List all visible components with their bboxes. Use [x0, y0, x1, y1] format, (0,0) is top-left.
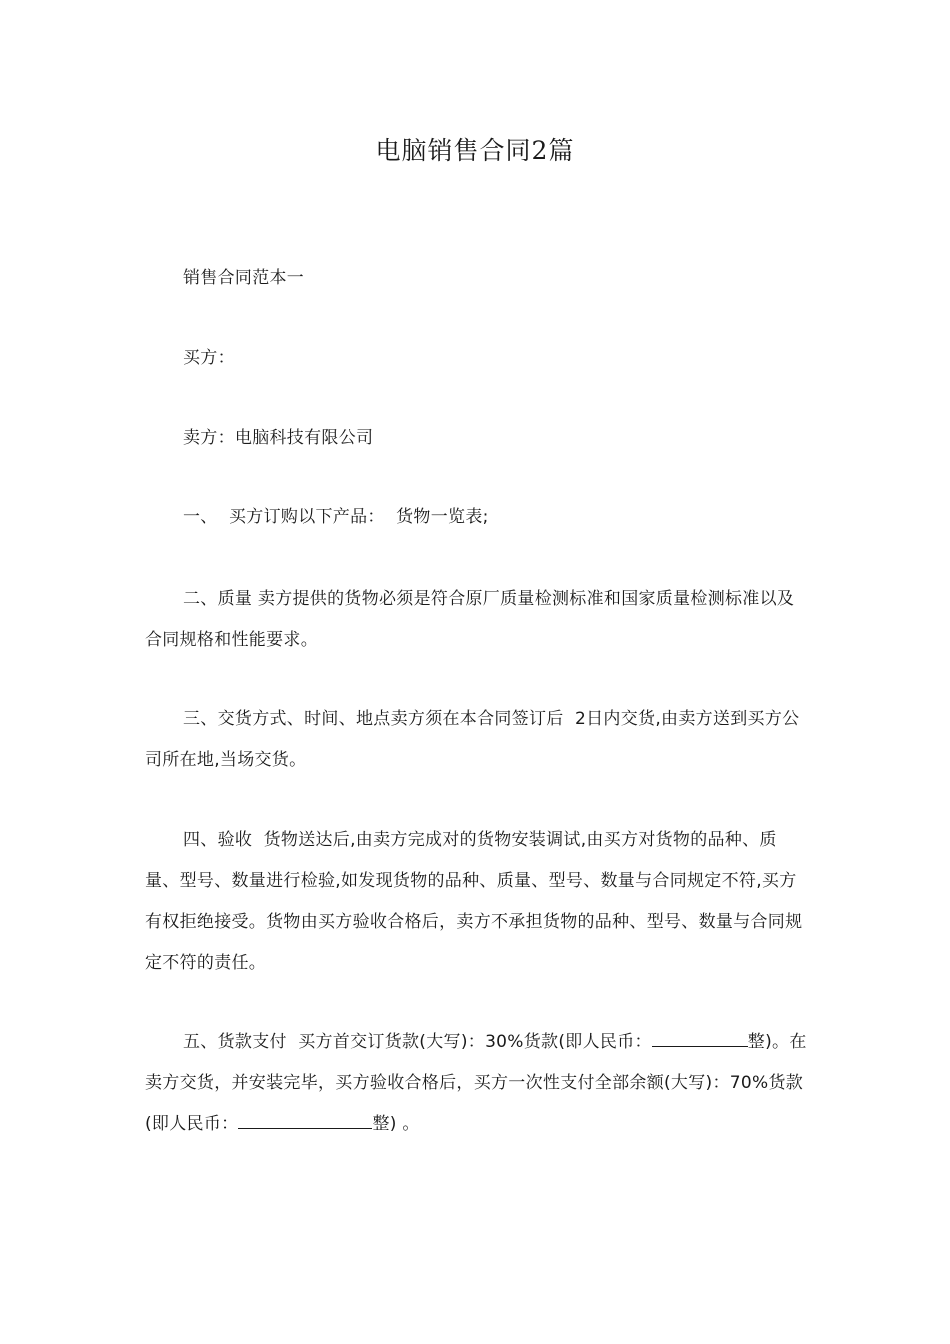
document-title: 电脑销售合同2篇 — [375, 136, 575, 165]
buyer-line: 买方： — [183, 348, 235, 368]
amount-blank-1[interactable] — [652, 1030, 748, 1047]
clause-1: 一、 买方订购以下产品： 货物一览表; — [183, 507, 489, 527]
contract-heading: 销售合同范本一 — [183, 268, 305, 288]
clause-4-acceptance: 四、验收 货物送达后,由卖方完成对的货物安装调试,由买方对货物的品种、质量、型号、数量进行检验,如发现货物的品种、质量、型号、数量与合同规定不符,买方有权拒绝接受。货物由买方验收合格后，卖方不承担货物的品种、型号、数量与合同规定不符的责任。 — [145, 830, 803, 973]
amount-blank-2[interactable] — [238, 1112, 372, 1129]
clause-2-quality: 二、质量 卖方提供的货物必须是符合原厂质量检测标准和国家质量检测标准以及合同规格和性能要求。 — [145, 589, 795, 650]
clause-5-part-2: 整)。在卖方交货，并安装完毕，买方验收合格后，买方一次性支付全部余额(大写)：70%货款(即人民币： — [145, 1032, 807, 1134]
clause-5-part-3: 整) 。 — [372, 1114, 420, 1134]
clause-5-part-1: 五、货款支付 买方首交订货款(大写)：30%货款(即人民币： — [183, 1032, 652, 1052]
clause-5-payment — [145, 1022, 810, 1145]
seller-line: 卖方：电脑科技有限公司 — [183, 428, 374, 448]
clause-3-delivery: 三、交货方式、时间、地点卖方须在本合同签订后 2日内交货,由卖方送到买方公司所在地,当场交货。 — [145, 709, 800, 770]
